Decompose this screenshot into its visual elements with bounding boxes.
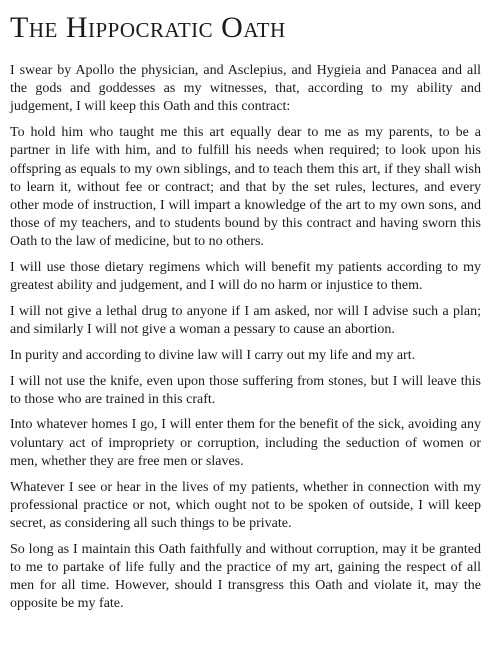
paragraph-regimens: I will use those dietary regimens which will benefit my patients according to my greatest ability and judgement, and I will do no harm or injustice to them. (10, 260, 481, 294)
paragraph-closing: So long as I maintain this Oath faithfully and without corruption, may it be granted to me to partake of life fully and the practice of my art, gaining the respect of all men for all time. However, should I transgress this Oath and violate it, may the opposite be my fate. (10, 541, 481, 612)
paragraph-homes: Into whatever homes I go, I will enter them for the benefit of the sick, avoiding any voluntary act of impropriety or corruption, including the seduction of women or men, whether they are free men or slaves. (10, 417, 481, 469)
paragraph-secrecy: Whatever I see or hear in the lives of my patients, whether in connection with my professional practice or not, which ought not to be spoken of outside, I will keep secret, as considering all such things to be private. (10, 479, 481, 531)
paragraph-lethal-drug: I will not give a lethal drug to anyone if I am asked, nor will I advise such a plan; and similarly I will not give a woman a pessary to cause an abortion. (10, 303, 481, 338)
paragraph-knife: I will not use the knife, even upon those suffering from stones, but I will leave this to those who are trained in this craft. (10, 373, 481, 407)
document-title: The Hippocratic Oath (10, 11, 286, 44)
paragraph-invocation: I swear by Apollo the physician, and Asclepius, and Hygieia and Panacea and all the gods and goddesses as my witnesses, that, according to my ability and judgement, I will keep this Oath and this contract: (10, 63, 481, 115)
paragraph-teachers: To hold him who taught me this art equally dear to me as my parents, to be a partner in life with him, and to fulfill his needs when required; to look upon his offspring as equals to my own siblings, and to teach them this art, if they shall wish to learn it, without fee or contract; and that by the set rules, lectures, and every other mode of instruction, I will impart a knowledge of the art to my own sons, and those of my teachers, and to students bound by this contract and having sworn this Oath to the law of medicine, but to no others. (10, 125, 481, 250)
paragraph-purity: In purity and according to divine law will I carry out my life and my art. (10, 347, 416, 363)
